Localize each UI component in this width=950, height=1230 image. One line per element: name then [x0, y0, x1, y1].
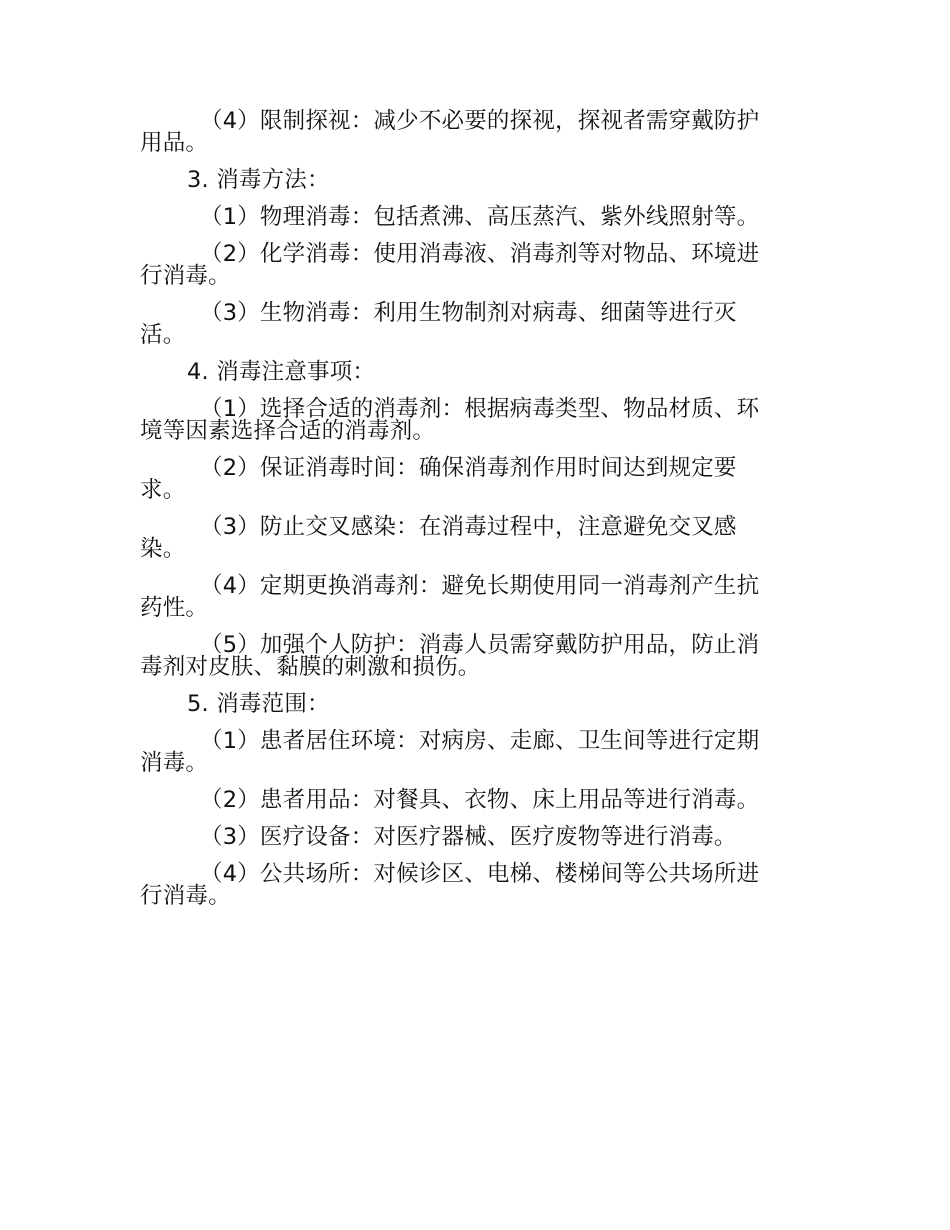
text-line: 用品。 — [140, 130, 209, 156]
text-line: （1）物理消毒：包括煮沸、高压蒸汽、紫外线照射等。 — [200, 204, 760, 230]
text-line: （3）防止交叉感染：在消毒过程中，注意避免交叉感 — [200, 514, 737, 540]
text-line: （2）患者用品：对餐具、衣物、床上用品等进行消毒。 — [200, 787, 760, 813]
section-heading: 4. 消毒注意事项： — [187, 359, 376, 385]
text-line: 求。 — [140, 477, 186, 503]
text-line: （4）限制探视：减少不必要的探视，探视者需穿戴防护 — [200, 108, 760, 134]
text-line: （5）加强个人防护：消毒人员需穿戴防护用品，防止消 — [200, 632, 760, 658]
text-line: 消毒。 — [140, 750, 209, 776]
text-line: 行消毒。 — [140, 883, 231, 909]
text-line: （2）保证消毒时间：确保消毒剂作用时间达到规定要 — [200, 455, 737, 481]
text-line: （2）化学消毒：使用消毒液、消毒剂等对物品、环境进 — [200, 241, 760, 267]
text-line: （1）选择合适的消毒剂：根据病毒类型、物品材质、环 — [200, 396, 760, 422]
text-line: （1）患者居住环境：对病房、走廊、卫生间等进行定期 — [200, 728, 760, 754]
text-line: 活。 — [140, 322, 186, 348]
text-line: （4）定期更换消毒剂：避免长期使用同一消毒剂产生抗 — [200, 573, 760, 599]
text-line: 境等因素选择合适的消毒剂。 — [140, 418, 436, 444]
section-heading: 3. 消毒方法： — [187, 167, 330, 193]
section-heading: 5. 消毒范围： — [187, 691, 330, 717]
text-line: 毒剂对皮肤、黏膜的刺激和损伤。 — [140, 654, 481, 680]
text-line: （3）医疗设备：对医疗器械、医疗废物等进行消毒。 — [200, 824, 737, 850]
text-line: 行消毒。 — [140, 263, 231, 289]
text-line: 药性。 — [140, 595, 209, 621]
text-line: （4）公共场所：对候诊区、电梯、楼梯间等公共场所进 — [200, 861, 760, 887]
text-line: （3）生物消毒：利用生物制剂对病毒、细菌等进行灭 — [200, 300, 737, 326]
text-line: 染。 — [140, 536, 186, 562]
